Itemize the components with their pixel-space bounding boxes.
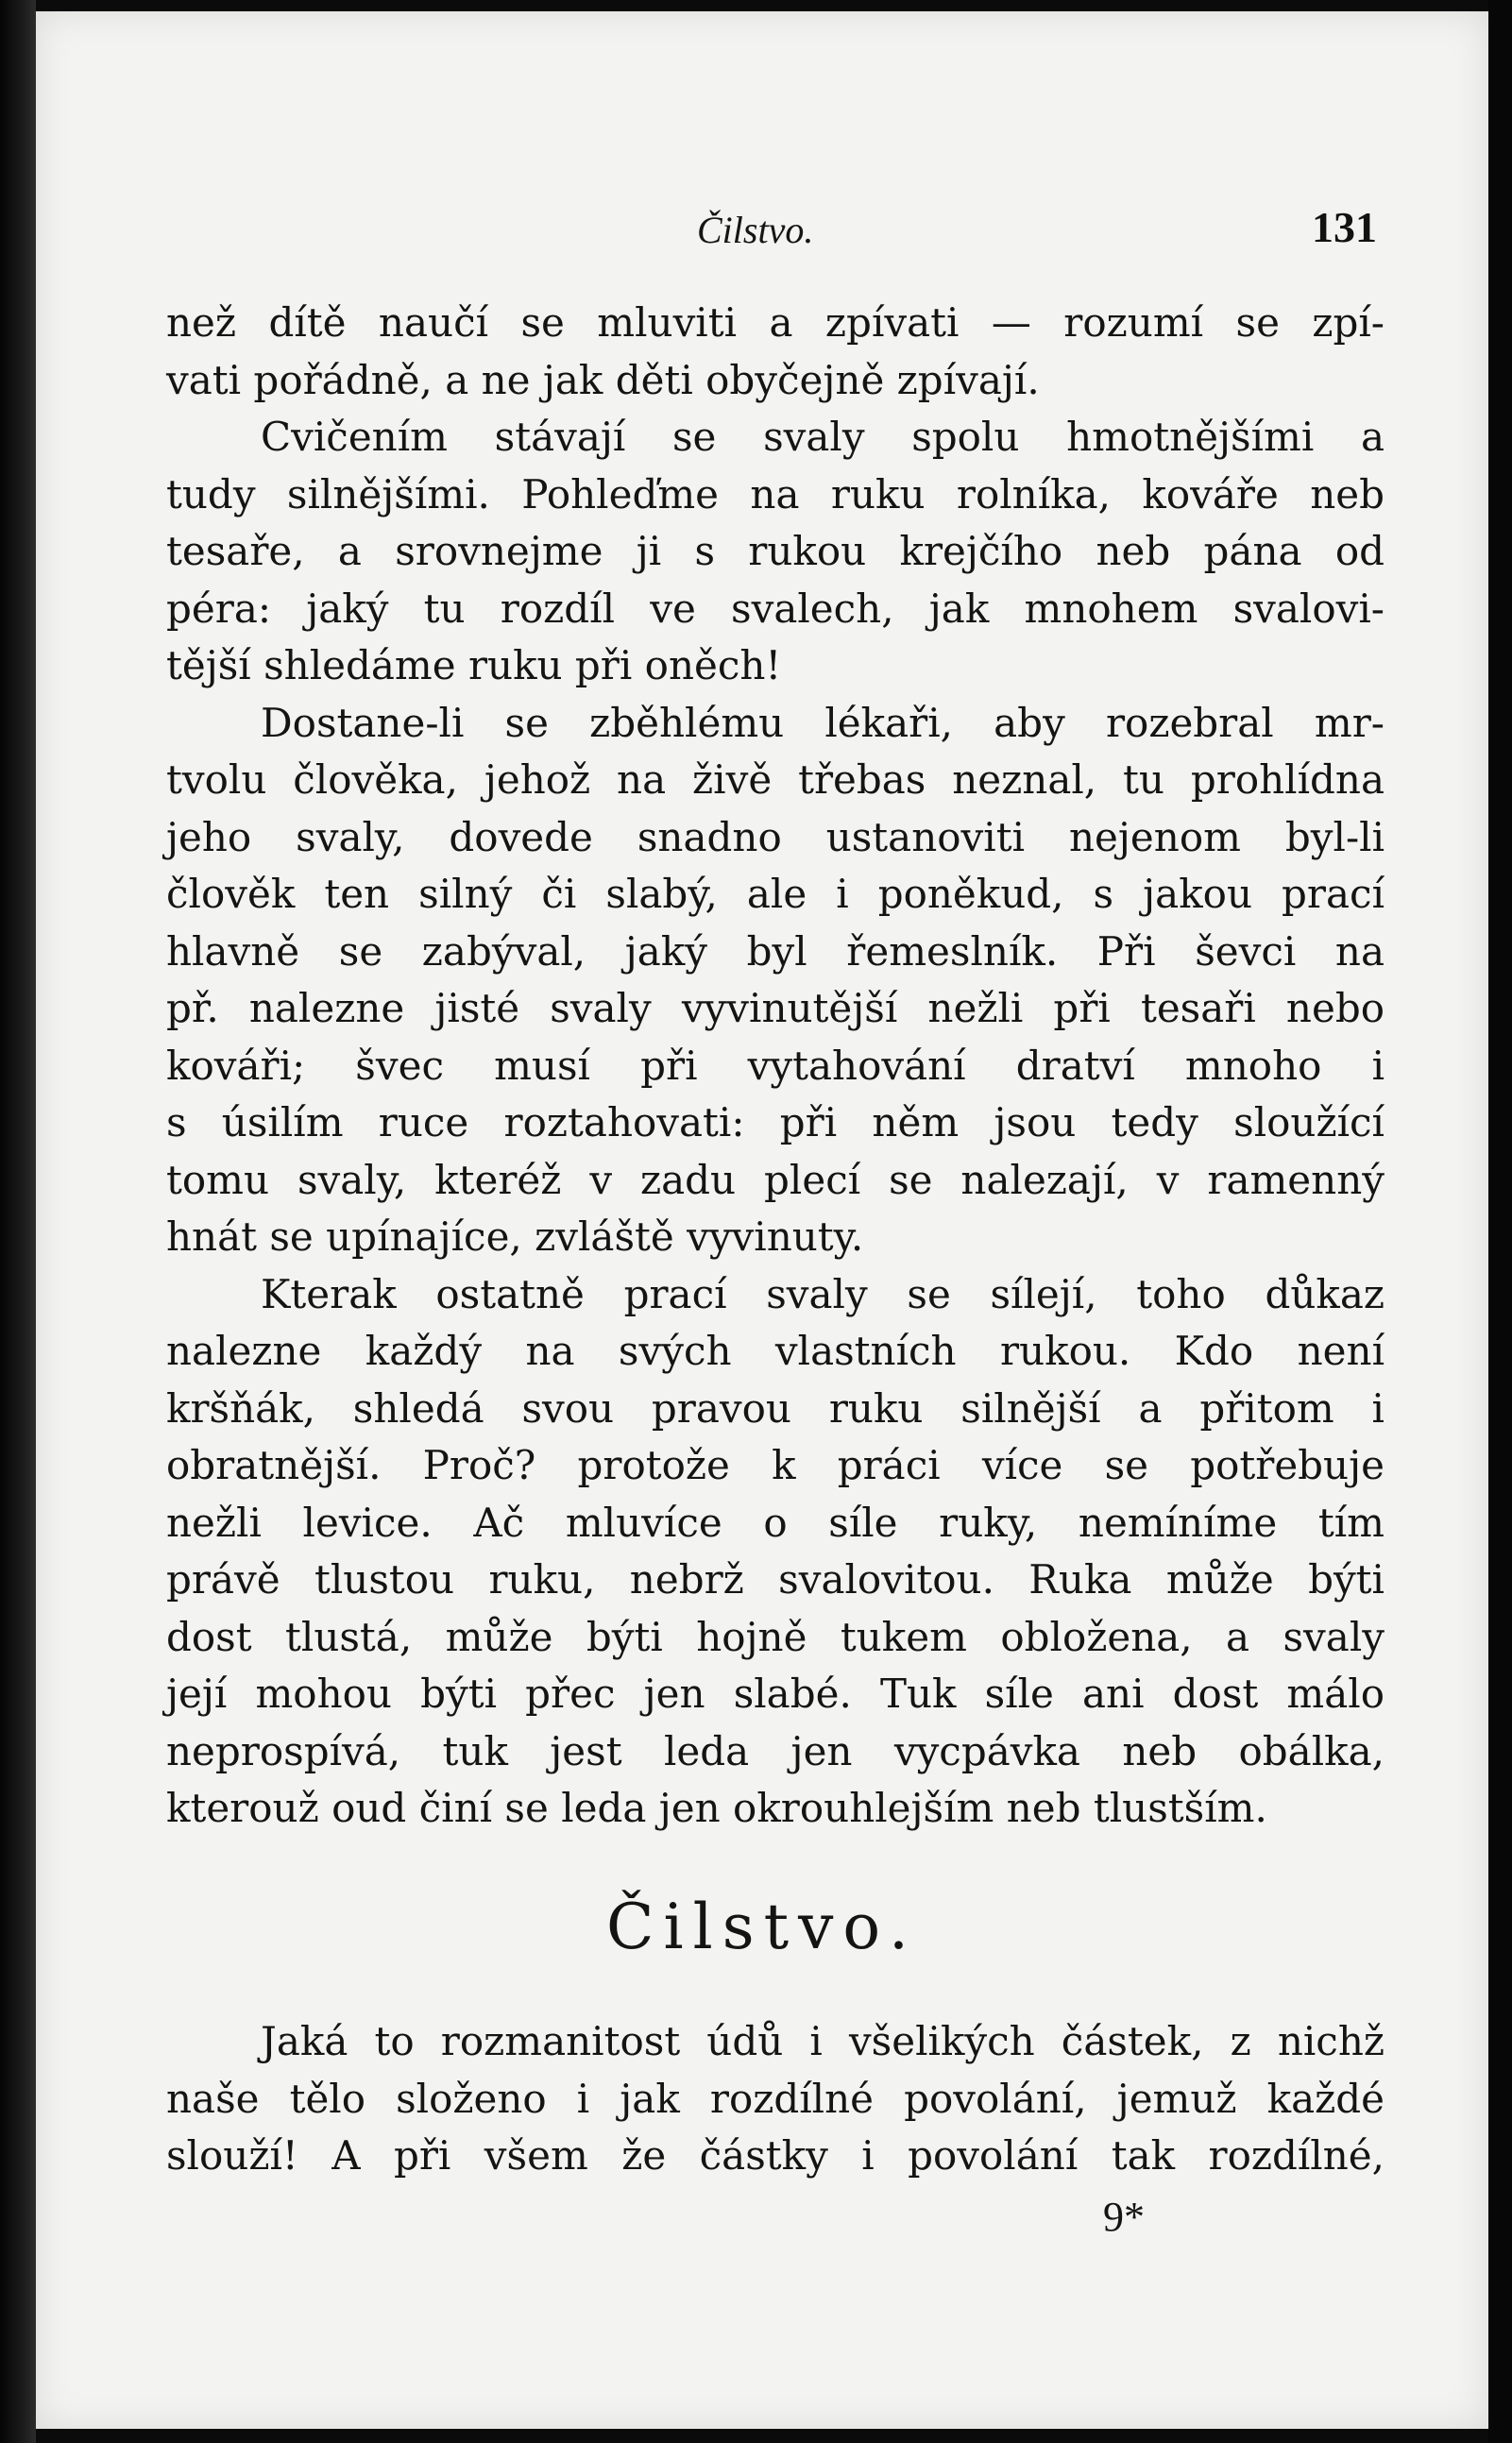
section-heading: Čilstvo. <box>606 1891 918 1963</box>
text-line: obratnější. Proč? protože k práci více se potřebuje <box>166 1442 1385 1488</box>
body-text-continued <box>166 2013 1385 2185</box>
text-line: neprospívá, tuk jest leda jen vycpávka neb obálka, <box>166 1727 1385 1774</box>
running-title: Čilstvo. <box>697 209 814 251</box>
scan-right-edge <box>1488 0 1512 2443</box>
text-line: člověk ten silný či slabý, ale i poněkud, s jakou prací <box>166 871 1385 917</box>
text-line: s úsilím ruce roztahovati: při něm jsou tedy sloužící <box>166 1099 1385 1145</box>
text-line: hnát se upínajíce, zvláště vyvinuty. <box>166 1213 864 1260</box>
text-line: slouží! A při všem že částky i povolání tak rozdílné, <box>166 2132 1385 2179</box>
text-line: Jaká to rozmanitost údů i všelikých částek, z nichž <box>261 2018 1385 2064</box>
text-line: tvolu člověka, jehož na živě třebas neznal, tu prohlídna <box>166 756 1385 803</box>
text-line: hlavně se zabýval, jaký byl řemeslník. Při ševci na <box>166 927 1385 975</box>
text-line: právě tlustou ruku, nebrž svalovitou. Ruka může býti <box>166 1556 1385 1603</box>
text-line: Dostane-li se zběhlému lékaři, aby rozebral mr- <box>261 699 1385 746</box>
text-line: vati pořádně, a ne jak děti obyčejně zpívají. <box>166 356 1040 403</box>
text-line: naše tělo složeno i jak rozdílné povolání, jemuž každé <box>166 2075 1385 2122</box>
text-line: kterouž oud činí se leda jen okrouhlejším neb tlustším. <box>166 1785 1267 1831</box>
text-line: Kterak ostatně prací svaly se sílejí, toho důkaz <box>261 1270 1385 1317</box>
text-line: dost tlustá, může býti hojně tukem obložena, a svaly <box>166 1613 1385 1660</box>
text-line: nalezne každý na svých vlastních rukou. Kdo není <box>166 1328 1385 1374</box>
book-binding-edge <box>0 0 36 2443</box>
text-line: Cvičením stávají se svaly spolu hmotnějšími a <box>261 414 1385 460</box>
text-line: tesaře, a srovnejme ji s rukou krejčího neb pána od <box>166 528 1385 574</box>
text-line: tudy silnějšími. Pohleďme na ruku rolníka, kováře neb <box>166 470 1385 517</box>
text-line: nežli levice. Ač mluvíce o síle ruky, nemíníme tím <box>166 1499 1385 1546</box>
page-header <box>187 191 1377 257</box>
text-line: kršňák, shledá svou pravou ruku silnější a přitom i <box>166 1384 1385 1432</box>
text-line: než dítě naučí se mluviti a zpívati — rozumí se zpí- <box>166 299 1385 346</box>
text-line: jeho svaly, dovede snadno ustanoviti nejenom byl-li <box>166 813 1385 860</box>
body-text <box>166 295 1385 1838</box>
signature-mark: 9* <box>1103 2194 1145 2240</box>
text-line: péra: jaký tu rozdíl ve svalech, jak mnohem svalovi- <box>166 585 1385 632</box>
text-line: př. nalezne jisté svaly vyvinutější nežli při tesaři nebo <box>166 985 1385 1031</box>
text-line: kováři; švec musí při vytahování dratví mnoho i <box>166 1042 1385 1089</box>
book-page <box>36 11 1488 2429</box>
text-line: tomu svaly, kteréž v zadu plecí se nalezají, v ramenný <box>166 1156 1385 1203</box>
text-line: její mohou býti přec jen slabé. Tuk síle ani dost málo <box>166 1671 1385 1717</box>
text-line: tější shledáme ruku při oněch! <box>166 642 782 688</box>
page-number: 131 <box>1312 203 1377 251</box>
